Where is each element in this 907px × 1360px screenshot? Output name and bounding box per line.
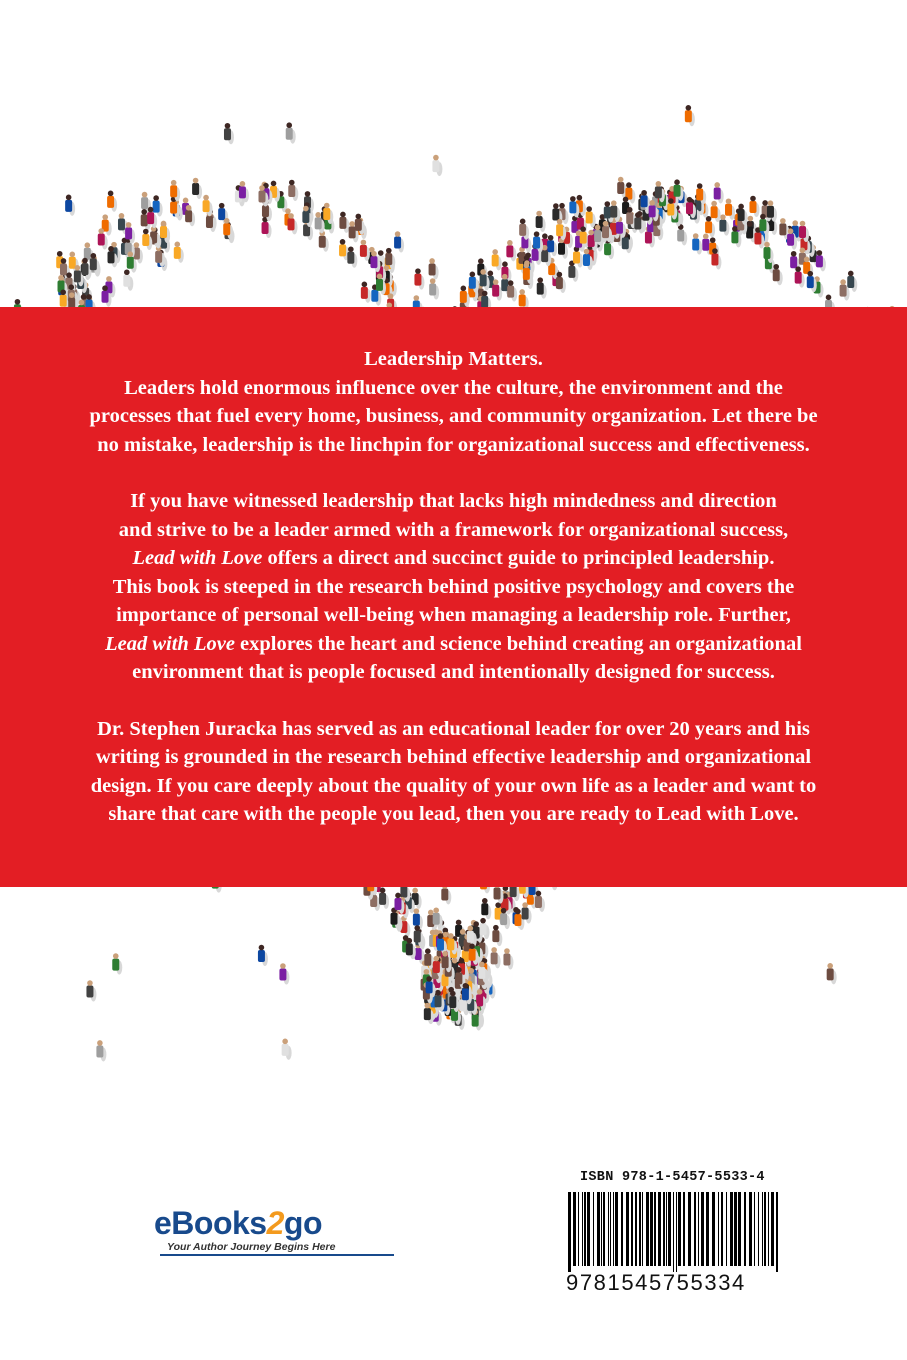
publisher-brand: eBooks2go (154, 1205, 322, 1241)
blurb-line: processes that fuel every home, business, and community organization. Let there be (89, 405, 818, 427)
blurb-line: importance of personal well-being when managing a leadership role. Further, (116, 604, 791, 626)
blurb-panel (0, 307, 907, 887)
isbn-label: ISBN 978-1-5457-5533-4 (580, 1170, 765, 1185)
author-bio-line: share that care with the people you lead, then you are ready to Lead with Love. (108, 803, 799, 825)
blurb-line: and strive to be a leader armed with a framework for organizational success, (118, 518, 789, 541)
blurb-line: Leaders hold enormous influence over the culture, the environment and the (124, 376, 783, 399)
isbn-barcode (566, 1169, 781, 1294)
book-title: Lead with Love (105, 632, 235, 655)
barcode-bars (568, 1192, 780, 1272)
publisher-tagline: Your Author Journey Begins Here (167, 1241, 336, 1253)
blurb-line: This book is steeped in the research behind positive psychology and covers the (112, 575, 795, 598)
blurb-heading: Leadership Matters. (364, 348, 543, 370)
author-bio-line: writing is grounded in the research behind effective leadership and organizational (95, 746, 812, 768)
blurb-line: no mistake, leadership is the linchpin for organizational success and effectiveness. (97, 433, 810, 456)
ean-digits: 9781545755334 (566, 1270, 746, 1295)
blurb-line: Lead with Love explores the heart and science behind creating an organizational (105, 632, 802, 655)
publisher-logo (154, 1205, 400, 1265)
logo-underline (160, 1254, 394, 1256)
blurb-line: Lead with Love offers a direct and succinct guide to principled leadership. (132, 547, 775, 569)
blurb-line: If you have witnessed leadership that lacks high mindedness and direction (130, 490, 777, 512)
author-bio-line: Dr. Stephen Juracka has served as an educational leader for over 20 years and his (97, 717, 810, 740)
blurb-line: environment that is people focused and intentionally designed for success. (132, 661, 775, 683)
book-title: Lead with Love (132, 547, 263, 569)
author-bio-line: design. If you care deeply about the quality of your own life as a leader and want to (90, 774, 817, 797)
